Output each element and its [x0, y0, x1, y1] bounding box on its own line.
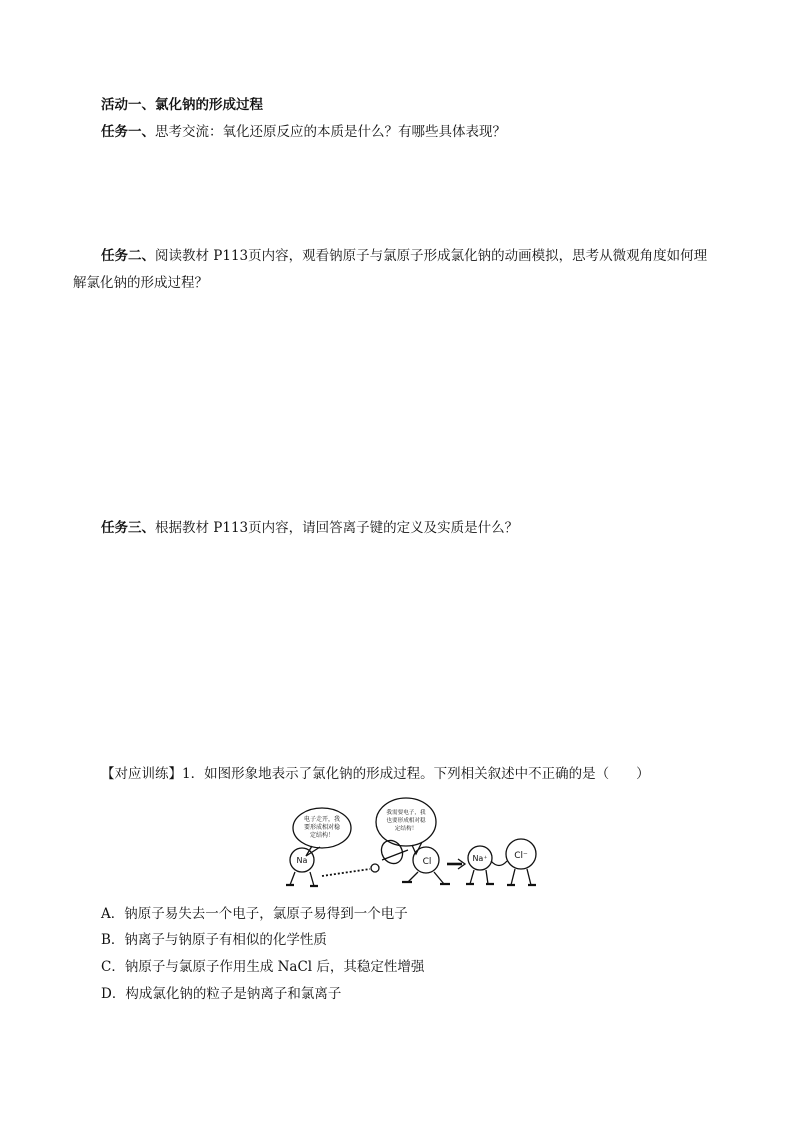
cl-bubble-line-3: 定结构！	[394, 826, 418, 832]
cl-bubble-line-2: 也要形成相对稳	[386, 818, 426, 824]
exercise-question-line	[101, 764, 650, 784]
option-c: C．钠原子与氯原子作用生成 NaCl 后，其稳定性增强	[101, 959, 425, 975]
task3-label: 任务三、	[101, 520, 155, 536]
option-a: A．钠原子易失去一个电子，氯原子易得到一个电子	[101, 906, 408, 922]
exercise-question: 1．如图形象地表示了氯化钠的形成过程。下列相关叙述中不正确的是（ ）	[182, 766, 650, 782]
task2-label: 任务二、	[101, 248, 155, 264]
na-ion-label: Na⁺	[472, 854, 488, 863]
cl-bubble-line-1: 我需要电子，我	[386, 810, 426, 816]
activity-title: 活动一、氯化钠的形成过程	[101, 97, 263, 113]
task1-line	[101, 122, 506, 142]
task3-text: 根据教材 P113页内容，请回答离子键的定义及实质是什么？	[155, 520, 519, 536]
task2-text-line1: 阅读教材 P113页内容，观看钠原子与氯原子形成氯化钠的动画模拟，思考从微观角度如何理	[155, 248, 708, 264]
cl-ion-label: Cl⁻	[514, 851, 528, 861]
task2-line1	[101, 246, 707, 266]
na-bubble-line-1: 电子走开，我	[303, 816, 341, 823]
nacl-formation-figure	[282, 790, 550, 892]
option-b: B．钠离子与钠原子有相似的化学性质	[101, 932, 327, 948]
cl-atom-label: Cl	[422, 857, 432, 867]
option-d: D．构成氯化钠的粒子是钠离子和氯离子	[101, 986, 342, 1002]
task3-line	[101, 518, 518, 538]
na-atom-label: Na	[296, 856, 308, 865]
task2-line2: 解氯化钠的形成过程？	[73, 275, 208, 291]
exercise-tag: 【对应训练】	[101, 766, 182, 782]
electron	[371, 864, 379, 872]
task1-text: 思考交流：氧化还原反应的本质是什么？有哪些具体表现？	[155, 124, 506, 140]
task1-label: 任务一、	[101, 124, 155, 140]
na-bubble-line-2: 要形成相对稳	[303, 824, 341, 831]
butterfly-net	[377, 837, 406, 868]
na-bubble-line-3: 定结构！	[309, 832, 335, 839]
